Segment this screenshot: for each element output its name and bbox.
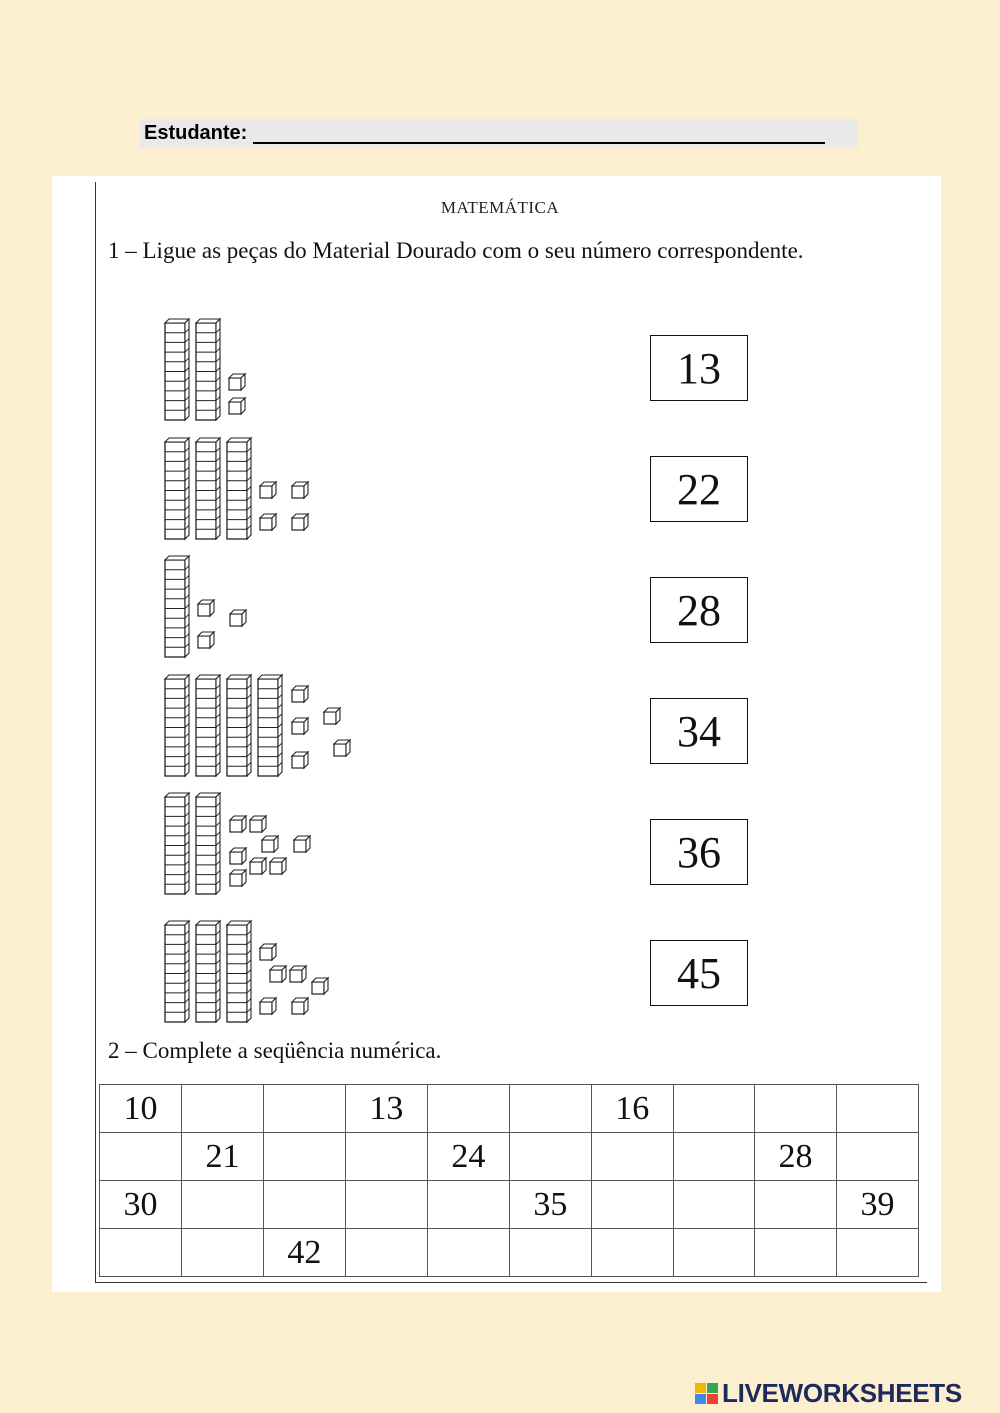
- unit-cube-2-3: [260, 514, 276, 530]
- sequence-cell-blank[interactable]: [509, 1229, 591, 1277]
- unit-cube-5-5: [230, 848, 246, 864]
- unit-cube-6-3: [290, 966, 306, 982]
- sequence-cell-blank[interactable]: [509, 1085, 591, 1133]
- sequence-row: [100, 1181, 919, 1229]
- sequence-row: [100, 1229, 919, 1277]
- ten-rod-1-1: [165, 319, 189, 420]
- brand-logo-square: [707, 1394, 718, 1404]
- sequence-cell-blank[interactable]: [673, 1181, 754, 1229]
- sequence-cell-given: 35: [509, 1181, 591, 1229]
- sequence-cell-blank[interactable]: [181, 1229, 263, 1277]
- unit-cube-6-2: [270, 966, 286, 982]
- sequence-cell-blank[interactable]: [755, 1181, 837, 1229]
- sequence-cell-blank[interactable]: [591, 1181, 673, 1229]
- number-box-22[interactable]: 22: [650, 456, 748, 522]
- unit-cube-3-3: [198, 632, 214, 648]
- sequence-row: [100, 1085, 919, 1133]
- ten-rod-4-2: [196, 675, 220, 776]
- sequence-cell-blank[interactable]: [263, 1085, 345, 1133]
- ten-rod-6-1: [165, 921, 189, 1022]
- unit-cube-6-6: [292, 998, 308, 1014]
- unit-cube-4-1: [292, 686, 308, 702]
- liveworksheets-brand: [695, 1378, 962, 1409]
- sequence-cell-blank[interactable]: [100, 1229, 182, 1277]
- question-1: 1 – Ligue as peças do Material Dourado com o seu número correspondente.: [108, 238, 804, 263]
- unit-cube-2-4: [292, 514, 308, 530]
- sequence-cell-blank[interactable]: [591, 1133, 673, 1181]
- brand-name: LIVEWORKSHEETS: [722, 1378, 962, 1408]
- ten-rod-2-2: [196, 438, 220, 539]
- sequence-cell-given: 39: [836, 1181, 918, 1229]
- unit-cube-6-1: [260, 944, 276, 960]
- unit-cube-1-2: [229, 398, 245, 414]
- ten-rod-6-2: [196, 921, 220, 1022]
- number-box-45[interactable]: 45: [650, 940, 748, 1006]
- ten-rod-4-3: [227, 675, 251, 776]
- sequence-cell-blank[interactable]: [755, 1229, 837, 1277]
- number-box-34[interactable]: 34: [650, 698, 748, 764]
- brand-logo-icon: [695, 1383, 719, 1405]
- sequence-cell-given: 16: [591, 1085, 673, 1133]
- question-2: 2 – Complete a seqüência numérica.: [108, 1038, 442, 1063]
- sequence-cell-given: 30: [100, 1181, 182, 1229]
- number-box-13[interactable]: 13: [650, 335, 748, 401]
- sequence-cell-given: 21: [181, 1133, 263, 1181]
- unit-cube-5-2: [250, 816, 266, 832]
- sequence-cell-given: 13: [345, 1085, 427, 1133]
- unit-cube-5-3: [262, 836, 278, 852]
- sequence-cell-blank[interactable]: [836, 1229, 918, 1277]
- unit-cube-4-2: [324, 708, 340, 724]
- sequence-cell-blank[interactable]: [836, 1133, 918, 1181]
- sequence-cell-blank[interactable]: [100, 1133, 182, 1181]
- brand-logo-square: [707, 1383, 718, 1393]
- sequence-cell-blank[interactable]: [427, 1085, 509, 1133]
- number-box-36[interactable]: 36: [650, 819, 748, 885]
- sequence-cell-blank[interactable]: [345, 1133, 427, 1181]
- unit-cube-5-1: [230, 816, 246, 832]
- sequence-cell-blank[interactable]: [181, 1085, 263, 1133]
- brand-logo-square: [695, 1383, 706, 1393]
- ten-rod-4-4: [258, 675, 282, 776]
- ten-rod-3-1: [165, 556, 189, 657]
- sequence-cell-blank[interactable]: [591, 1229, 673, 1277]
- ten-rod-2-3: [227, 438, 251, 539]
- unit-cube-5-4: [294, 836, 310, 852]
- sequence-row: [100, 1133, 919, 1181]
- sequence-cell-given: 28: [755, 1133, 837, 1181]
- unit-cube-6-5: [260, 998, 276, 1014]
- sequence-cell-blank[interactable]: [673, 1229, 754, 1277]
- unit-cube-4-5: [292, 752, 308, 768]
- ten-rod-5-2: [196, 793, 220, 894]
- unit-cube-5-6: [250, 858, 266, 874]
- sequence-grid: [99, 1084, 919, 1277]
- number-box-28[interactable]: 28: [650, 577, 748, 643]
- sequence-cell-blank[interactable]: [181, 1181, 263, 1229]
- sequence-cell-given: 24: [427, 1133, 509, 1181]
- unit-cube-3-1: [198, 600, 214, 616]
- sequence-cell-blank[interactable]: [509, 1133, 591, 1181]
- sequence-cell-blank[interactable]: [427, 1229, 509, 1277]
- unit-cube-3-2: [230, 610, 246, 626]
- worksheet-title: MATEMÁTICA: [440, 198, 560, 217]
- student-label: Estudante:: [144, 122, 248, 144]
- ten-rod-6-3: [227, 921, 251, 1022]
- sequence-cell-blank[interactable]: [836, 1085, 918, 1133]
- unit-cube-5-7: [270, 858, 286, 874]
- sequence-cell-blank[interactable]: [427, 1181, 509, 1229]
- ten-rod-2-1: [165, 438, 189, 539]
- ten-rod-5-1: [165, 793, 189, 894]
- sequence-cell-blank[interactable]: [345, 1229, 427, 1277]
- unit-cube-5-8: [230, 870, 246, 886]
- sequence-cell-blank[interactable]: [755, 1085, 837, 1133]
- unit-cube-2-2: [292, 482, 308, 498]
- sequence-cell-given: 42: [263, 1229, 345, 1277]
- sequence-cell-blank[interactable]: [673, 1133, 754, 1181]
- unit-cube-1-1: [229, 374, 245, 390]
- unit-cube-2-1: [260, 482, 276, 498]
- ten-rod-1-2: [196, 319, 220, 420]
- sequence-cell-blank[interactable]: [263, 1181, 345, 1229]
- unit-cube-4-3: [292, 718, 308, 734]
- sequence-cell-given: 10: [100, 1085, 182, 1133]
- sequence-cell-blank[interactable]: [263, 1133, 345, 1181]
- ten-rod-4-1: [165, 675, 189, 776]
- unit-cube-4-4: [334, 740, 350, 756]
- unit-cube-6-4: [312, 978, 328, 994]
- sequence-cell-blank[interactable]: [345, 1181, 427, 1229]
- sequence-cell-blank[interactable]: [673, 1085, 754, 1133]
- brand-logo-square: [695, 1394, 706, 1404]
